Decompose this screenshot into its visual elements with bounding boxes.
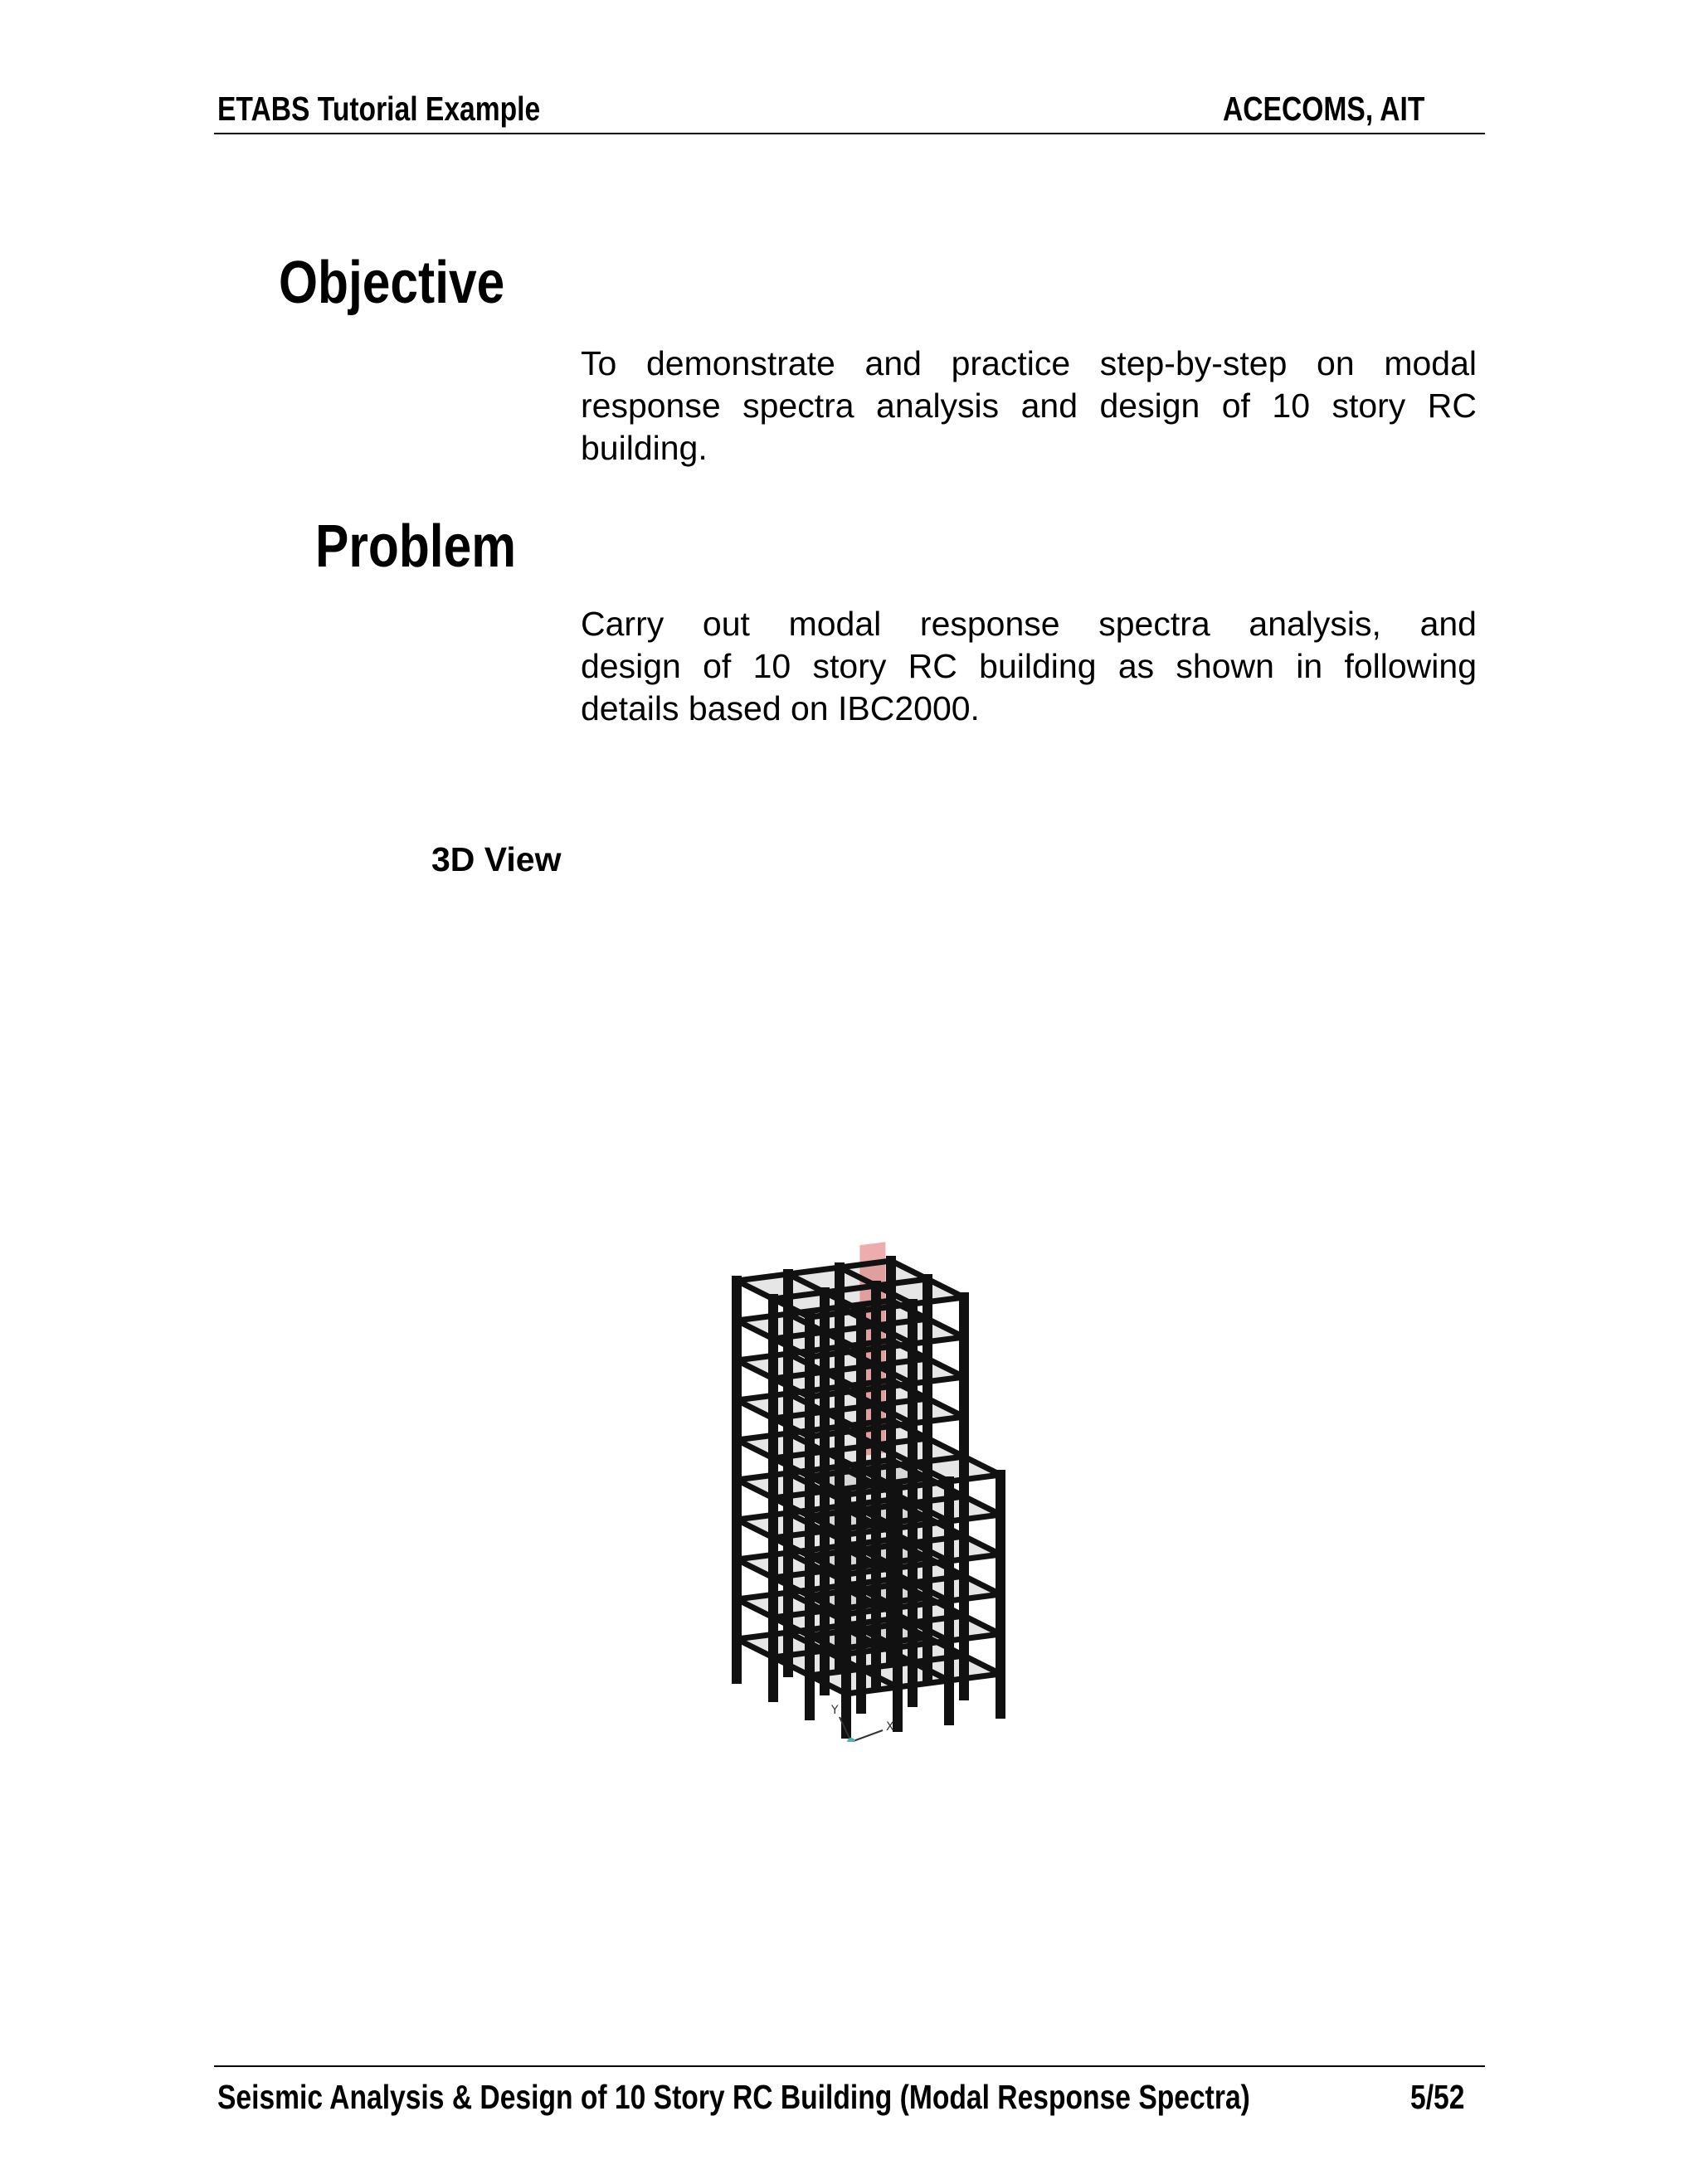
footer-rule: [214, 2065, 1485, 2067]
building-3d-view: [531, 929, 1178, 1742]
problem-heading: Problem: [315, 513, 516, 580]
axis-y-label: Y: [831, 1704, 839, 1717]
header-rule: [214, 133, 1485, 134]
footer-title: Seismic Analysis & Design of 10 Story RC Building (Modal Response Spectra): [217, 2078, 1250, 2116]
objective-line-1: To demonstrate and practice step-by-step on modal: [581, 344, 1477, 382]
axis-x-line: [851, 1730, 883, 1742]
objective-paragraph: [581, 343, 1477, 469]
header-right-org: ACECOMS, AIT: [1223, 90, 1425, 128]
problem-line-3: details based on IBC2000.: [581, 689, 980, 727]
building-3d-svg: [531, 929, 1178, 1742]
header-left-title: ETABS Tutorial Example: [217, 90, 541, 128]
figure-caption: 3D View: [431, 840, 562, 878]
problem-paragraph: [581, 603, 1477, 730]
axis-x-label: X: [886, 1720, 894, 1734]
problem-line-2: design of 10 story RC building as shown in following: [581, 647, 1477, 685]
objective-heading: Objective: [279, 250, 505, 316]
problem-line-1: Carry out modal response spectra analysis, and: [581, 605, 1477, 643]
objective-line-3: building.: [581, 429, 708, 467]
objective-line-2: response spectra analysis and design of 10 story RC: [581, 387, 1477, 425]
page-number: 5/52: [1410, 2078, 1465, 2116]
